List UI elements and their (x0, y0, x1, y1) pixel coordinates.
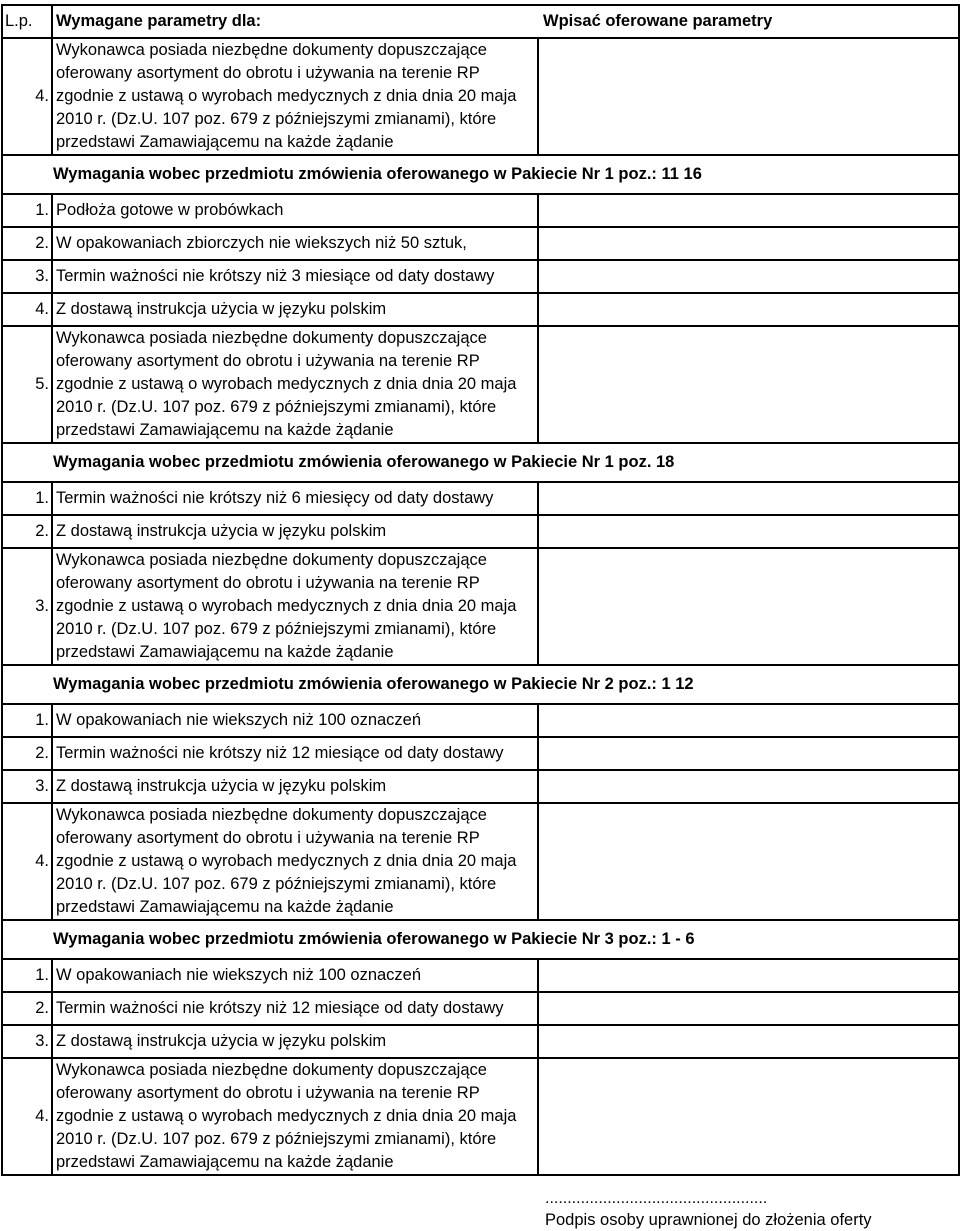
row-number: 3. (2, 548, 52, 665)
documents-requirement-row (2, 548, 959, 665)
offered-parameter-cell[interactable] (538, 992, 959, 1025)
documents-requirement-line: zgodnie z ustawą o wyrobach medycznych z dnia dnia 20 maja (56, 852, 517, 870)
offered-parameter-cell[interactable] (538, 194, 959, 227)
documents-requirement-line: zgodnie z ustawą o wyrobach medycznych z dnia dnia 20 maja (56, 375, 517, 393)
documents-requirement-line: 2010 r. (Dz.U. 107 poz. 679 z późniejszymi zmianami), które (56, 398, 497, 416)
documents-requirement-line: przedstawi Zamawiającemu na każde żądanie (56, 898, 394, 916)
requirement-row (2, 260, 959, 293)
requirement-row (2, 959, 959, 992)
requirement-row (2, 293, 959, 326)
documents-requirement-text (52, 326, 538, 443)
requirement-text: Podłoża gotowe w probówkach (52, 194, 538, 227)
offered-parameter-cell[interactable] (538, 482, 959, 515)
documents-requirement-line: Wykonawca posiada niezbędne dokumenty dopuszczające (56, 1061, 487, 1079)
documents-requirement-line: oferowany asortyment do obrotu i używania na terenie RP (56, 829, 480, 847)
requirement-row (2, 770, 959, 803)
section-header-row (2, 665, 959, 704)
documents-requirement-line: przedstawi Zamawiającemu na każde żądanie (56, 133, 394, 151)
row-number: 2. (2, 992, 52, 1025)
row-number: 1. (2, 482, 52, 515)
row-number: 5. (2, 326, 52, 443)
documents-requirement-line: zgodnie z ustawą o wyrobach medycznych z dnia dnia 20 maja (56, 1107, 517, 1125)
row-number: 4. (2, 38, 52, 155)
documents-requirement-row (2, 326, 959, 443)
requirement-row (2, 482, 959, 515)
requirement-text: Termin ważności nie krótszy niż 3 miesiące od daty dostawy (52, 260, 538, 293)
documents-requirement-line: oferowany asortyment do obrotu i używania na terenie RP (56, 574, 480, 592)
row-number: 2. (2, 737, 52, 770)
requirement-text: Z dostawą instrukcja użycia w języku polskim (52, 1025, 538, 1058)
offered-parameter-cell[interactable] (538, 803, 959, 920)
documents-requirement-text (52, 803, 538, 920)
section-title: Wymagania wobec przedmiotu zmówienia oferowanego w Pakiecie Nr 1 poz.: 11 16 (2, 155, 959, 194)
row-number: 3. (2, 260, 52, 293)
documents-requirement-row (2, 38, 959, 155)
documents-requirement-line: zgodnie z ustawą o wyrobach medycznych z dnia dnia 20 maja (56, 597, 517, 615)
requirement-row (2, 194, 959, 227)
row-number: 3. (2, 1025, 52, 1058)
requirement-row (2, 515, 959, 548)
section-header-row (2, 155, 959, 194)
row-number: 1. (2, 704, 52, 737)
offered-parameter-cell[interactable] (538, 293, 959, 326)
documents-requirement-line: 2010 r. (Dz.U. 107 poz. 679 z późniejszymi zmianami), które (56, 1130, 497, 1148)
offered-parameter-cell[interactable] (538, 1058, 959, 1175)
offered-parameter-cell[interactable] (538, 38, 959, 155)
row-number: 4. (2, 803, 52, 920)
offered-parameter-cell[interactable] (538, 737, 959, 770)
requirements-table (1, 4, 960, 1176)
row-number: 1. (2, 959, 52, 992)
documents-requirement-line: przedstawi Zamawiającemu na każde żądanie (56, 421, 394, 439)
offered-parameter-cell[interactable] (538, 548, 959, 665)
requirement-row (2, 1025, 959, 1058)
documents-requirement-line: oferowany asortyment do obrotu i używania na terenie RP (56, 64, 480, 82)
section-title: Wymagania wobec przedmiotu zmówienia oferowanego w Pakiecie Nr 2 poz.: 1 12 (2, 665, 959, 704)
row-number: 2. (2, 227, 52, 260)
requirement-text: Termin ważności nie krótszy niż 12 miesiące od daty dostawy (52, 992, 538, 1025)
documents-requirement-row (2, 803, 959, 920)
documents-requirement-line: przedstawi Zamawiającemu na każde żądanie (56, 1153, 394, 1171)
requirement-text: W opakowaniach nie wiekszych niż 100 oznaczeń (52, 959, 538, 992)
requirements-table-body (2, 5, 959, 1175)
requirement-row (2, 737, 959, 770)
requirement-text: Termin ważności nie krótszy niż 12 miesiące od daty dostawy (52, 737, 538, 770)
requirement-text: W opakowaniach zbiorczych nie wiekszych niż 50 sztuk, (52, 227, 538, 260)
row-number: 4. (2, 1058, 52, 1175)
offered-parameter-cell[interactable] (538, 227, 959, 260)
offered-parameter-cell[interactable] (538, 704, 959, 737)
documents-requirement-text (52, 548, 538, 665)
requirement-text: Z dostawą instrukcja użycia w języku polskim (52, 770, 538, 803)
documents-requirement-line: oferowany asortyment do obrotu i używania na terenie RP (56, 352, 480, 370)
documents-requirement-line: Wykonawca posiada niezbędne dokumenty dopuszczające (56, 41, 487, 59)
row-number: 1. (2, 194, 52, 227)
documents-requirement-line: Wykonawca posiada niezbędne dokumenty dopuszczające (56, 806, 487, 824)
documents-requirement-line: 2010 r. (Dz.U. 107 poz. 679 z późniejszymi zmianami), które (56, 875, 497, 893)
documents-requirement-line: 2010 r. (Dz.U. 107 poz. 679 z późniejszymi zmianami), które (56, 620, 497, 638)
requirement-text: Z dostawą instrukcja użycia w języku polskim (52, 293, 538, 326)
header-lp: L.p. (2, 5, 52, 38)
header-required-params: Wymagane parametry dla: (52, 5, 538, 38)
documents-requirement-row (2, 1058, 959, 1175)
documents-requirement-line: Wykonawca posiada niezbędne dokumenty dopuszczające (56, 329, 487, 347)
requirement-text: Z dostawą instrukcja użycia w języku polskim (52, 515, 538, 548)
section-header-row (2, 443, 959, 482)
requirement-row (2, 704, 959, 737)
offered-parameter-cell[interactable] (538, 260, 959, 293)
row-number: 3. (2, 770, 52, 803)
header-offered-params: Wpisać oferowane parametry (538, 5, 959, 38)
table-header-row (2, 5, 959, 38)
signature-line: .................................................. (545, 1190, 768, 1207)
section-title: Wymagania wobec przedmiotu zmówienia oferowanego w Pakiecie Nr 1 poz. 18 (2, 443, 959, 482)
offered-parameter-cell[interactable] (538, 1025, 959, 1058)
requirement-row (2, 992, 959, 1025)
documents-requirement-text (52, 38, 538, 155)
documents-requirement-line: Wykonawca posiada niezbędne dokumenty dopuszczające (56, 551, 487, 569)
documents-requirement-line: przedstawi Zamawiającemu na każde żądanie (56, 643, 394, 661)
documents-requirement-line: zgodnie z ustawą o wyrobach medycznych z dnia dnia 20 maja (56, 87, 517, 105)
offered-parameter-cell[interactable] (538, 515, 959, 548)
signature-label: Podpis osoby uprawnionej do złożenia oferty (545, 1211, 872, 1229)
documents-requirement-text (52, 1058, 538, 1175)
documents-requirement-line: oferowany asortyment do obrotu i używania na terenie RP (56, 1084, 480, 1102)
section-title: Wymagania wobec przedmiotu zmówienia oferowanego w Pakiecie Nr 3 poz.: 1 - 6 (2, 920, 959, 959)
offered-parameter-cell[interactable] (538, 326, 959, 443)
section-header-row (2, 920, 959, 959)
requirement-text: Termin ważności nie krótszy niż 6 miesięcy od daty dostawy (52, 482, 538, 515)
offered-parameter-cell[interactable] (538, 770, 959, 803)
requirement-row (2, 227, 959, 260)
requirement-text: W opakowaniach nie wiekszych niż 100 oznaczeń (52, 704, 538, 737)
offered-parameter-cell[interactable] (538, 959, 959, 992)
documents-requirement-line: 2010 r. (Dz.U. 107 poz. 679 z późniejszymi zmianami), które (56, 110, 497, 128)
row-number: 2. (2, 515, 52, 548)
row-number: 4. (2, 293, 52, 326)
